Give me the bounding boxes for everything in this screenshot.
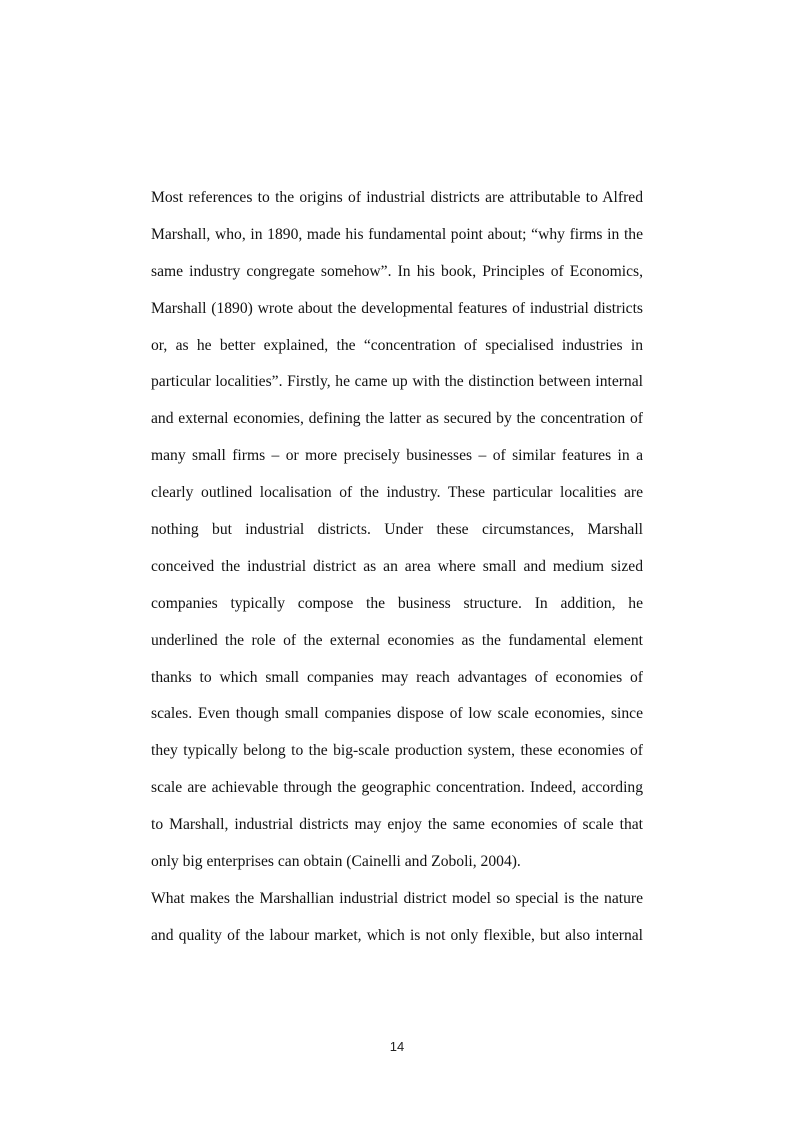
text-line: Most references to the origins of industrial districts are attributable to Alfred [151, 189, 643, 206]
body-text [151, 184, 643, 959]
text-line: clearly outlined localisation of the industry. These particular localities are [151, 484, 643, 502]
text-line: or, as he better explained, the “concentration of specialised industries in [151, 336, 643, 354]
text-line: and external economies, defining the latter as secured by the concentration of [151, 410, 643, 428]
text-line: particular localities”. Firstly, he came up with the distinction between internal [151, 373, 643, 391]
text-line: Marshall, who, in 1890, made his fundamental point about; “why firms in the [151, 225, 643, 243]
text-line: they typically belong to the big-scale production system, these economies of [151, 742, 643, 760]
page-number: 14 [389, 1039, 405, 1054]
text-line: nothing but industrial districts. Under these circumstances, Marshall [151, 521, 643, 539]
text-line: same industry congregate somehow”. In his book, Principles of Economics, [151, 262, 643, 280]
text-line: to Marshall, industrial districts may enjoy the same economies of scale that [151, 816, 643, 834]
text-line: scales. Even though small companies dispose of low scale economies, since [151, 705, 643, 723]
text-line: Marshall (1890) wrote about the developmental features of industrial districts [151, 299, 643, 317]
text-line: scale are achievable through the geographic concentration. Indeed, according [151, 779, 643, 797]
text-line: companies typically compose the business structure. In addition, he [151, 594, 643, 612]
text-line: thanks to which small companies may reach advantages of economies of [151, 668, 643, 686]
text-line: conceived the industrial district as an area where small and medium sized [151, 557, 643, 575]
text-line: What makes the Marshallian industrial district model so special is the nature [151, 889, 643, 907]
text-line: only big enterprises can obtain (Cainelli and Zoboli, 2004). [151, 853, 521, 871]
text-line: many small firms – or more precisely businesses – of similar features in a [151, 447, 643, 465]
text-line: underlined the role of the external economies as the fundamental element [151, 631, 643, 649]
text-line: and quality of the labour market, which is not only flexible, but also internal [151, 926, 643, 944]
